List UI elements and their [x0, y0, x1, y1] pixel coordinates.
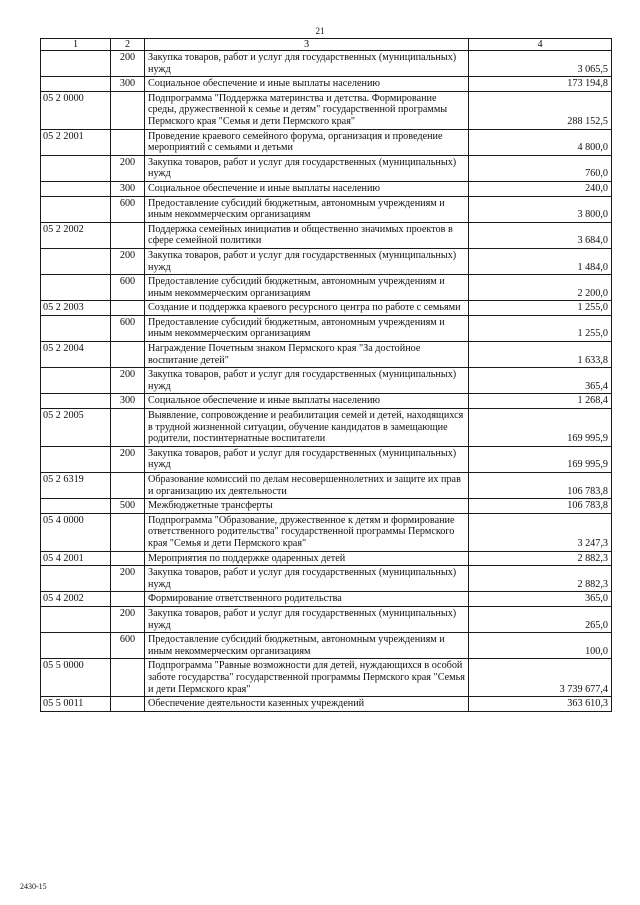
row-description: Создание и поддержка краевого ресурсного центра по работе с семьями — [145, 301, 469, 316]
table-row — [41, 181, 612, 196]
row-description: Закупка товаров, работ и услуг для государственных (муниципальных) нужд — [145, 51, 469, 77]
row-amount: 365,0 — [469, 592, 612, 607]
row-code — [41, 196, 111, 222]
row-expense-type: 300 — [111, 77, 145, 92]
row-expense-type — [111, 129, 145, 155]
table-row — [41, 394, 612, 409]
table-row — [41, 342, 612, 368]
row-description: Подпрограмма "Равные возможности для детей, нуждающихся в особой заботе государства" государственной программы Пермского края "Семья и дети Пермского края" — [145, 659, 469, 697]
row-amount: 100,0 — [469, 633, 612, 659]
row-expense-type — [111, 409, 145, 447]
row-amount: 3 800,0 — [469, 196, 612, 222]
row-code: 05 2 0000 — [41, 91, 111, 129]
row-description: Награждение Почетным знаком Пермского края "За достойное воспитание детей" — [145, 342, 469, 368]
row-description: Закупка товаров, работ и услуг для государственных (муниципальных) нужд — [145, 248, 469, 274]
row-expense-type: 200 — [111, 248, 145, 274]
row-amount: 1 255,0 — [469, 315, 612, 341]
row-code — [41, 181, 111, 196]
row-amount: 2 882,3 — [469, 551, 612, 566]
table-row — [41, 77, 612, 92]
row-code: 05 5 0011 — [41, 697, 111, 712]
table-row — [41, 248, 612, 274]
row-code: 05 2 2001 — [41, 129, 111, 155]
table-row — [41, 446, 612, 472]
row-amount: 363 610,3 — [469, 697, 612, 712]
row-amount: 3 739 677,4 — [469, 659, 612, 697]
row-description: Поддержка семейных инициатив и общественно значимых проектов в сфере семейной политики — [145, 222, 469, 248]
table-row — [41, 473, 612, 499]
row-amount: 4 800,0 — [469, 129, 612, 155]
row-expense-type — [111, 222, 145, 248]
row-amount: 3 247,3 — [469, 513, 612, 551]
row-expense-type: 300 — [111, 394, 145, 409]
row-expense-type: 600 — [111, 315, 145, 341]
column-header-2: 2 — [111, 39, 145, 51]
row-expense-type — [111, 513, 145, 551]
row-description: Подпрограмма "Поддержка материнства и детства. Формирование среды, дружественной к семье и детям" государственной программы Пермского края "Семья и дети Пермского края" — [145, 91, 469, 129]
column-header-3: 3 — [145, 39, 469, 51]
row-description: Выявление, сопровождение и реабилитация семей и детей, находящихся в трудной жизненной ситуации, обучение кандидатов в замещающие родители, постинтернатные воспитатели — [145, 409, 469, 447]
row-amount: 265,0 — [469, 606, 612, 632]
row-expense-type — [111, 659, 145, 697]
row-code: 05 2 2002 — [41, 222, 111, 248]
row-expense-type — [111, 592, 145, 607]
row-code — [41, 51, 111, 77]
row-description: Предоставление субсидий бюджетным, автономным учреждениям и иным некоммерческим организациям — [145, 275, 469, 301]
table-row — [41, 566, 612, 592]
row-expense-type: 200 — [111, 606, 145, 632]
row-description: Обеспечение деятельности казенных учреждений — [145, 697, 469, 712]
table-row — [41, 633, 612, 659]
table-row — [41, 551, 612, 566]
table-row — [41, 409, 612, 447]
column-header-4: 4 — [469, 39, 612, 51]
table-row — [41, 275, 612, 301]
row-amount: 240,0 — [469, 181, 612, 196]
row-amount: 106 783,8 — [469, 473, 612, 499]
row-expense-type — [111, 697, 145, 712]
row-amount: 169 995,9 — [469, 409, 612, 447]
row-expense-type — [111, 473, 145, 499]
table-header-row — [41, 39, 612, 51]
row-amount: 3 065,5 — [469, 51, 612, 77]
row-amount: 169 995,9 — [469, 446, 612, 472]
table-row — [41, 697, 612, 712]
table-row — [41, 315, 612, 341]
row-description: Предоставление субсидий бюджетным, автономным учреждениям и иным некоммерческим организациям — [145, 196, 469, 222]
row-expense-type — [111, 551, 145, 566]
row-description: Проведение краевого семейного форума, организация и проведение мероприятий с семьями и детьми — [145, 129, 469, 155]
row-expense-type — [111, 91, 145, 129]
row-code — [41, 566, 111, 592]
row-expense-type: 600 — [111, 633, 145, 659]
row-amount: 1 268,4 — [469, 394, 612, 409]
row-amount: 3 684,0 — [469, 222, 612, 248]
row-description: Социальное обеспечение и иные выплаты населению — [145, 394, 469, 409]
row-expense-type: 500 — [111, 499, 145, 514]
row-amount: 365,4 — [469, 368, 612, 394]
row-description: Социальное обеспечение и иные выплаты населению — [145, 181, 469, 196]
row-code — [41, 633, 111, 659]
row-code — [41, 446, 111, 472]
table-row — [41, 196, 612, 222]
row-amount: 288 152,5 — [469, 91, 612, 129]
table-row — [41, 592, 612, 607]
row-code — [41, 394, 111, 409]
row-code: 05 2 2004 — [41, 342, 111, 368]
row-code: 05 2 6319 — [41, 473, 111, 499]
table-row — [41, 222, 612, 248]
row-code: 05 4 0000 — [41, 513, 111, 551]
table-row — [41, 659, 612, 697]
table-row — [41, 129, 612, 155]
table-body — [41, 51, 612, 712]
row-description: Закупка товаров, работ и услуг для государственных (муниципальных) нужд — [145, 446, 469, 472]
table-row — [41, 606, 612, 632]
document-code: 2430-15 — [20, 882, 47, 891]
row-expense-type — [111, 342, 145, 368]
row-expense-type: 200 — [111, 51, 145, 77]
row-code — [41, 499, 111, 514]
row-code — [41, 275, 111, 301]
row-code — [41, 368, 111, 394]
row-description: Подпрограмма "Образование, дружественное к детям и формирование ответственного родительства" государственной программы Пермского края "Семья и дети Пермского края" — [145, 513, 469, 551]
row-code — [41, 606, 111, 632]
row-amount: 173 194,8 — [469, 77, 612, 92]
row-expense-type: 200 — [111, 368, 145, 394]
row-description: Мероприятия по поддержке одаренных детей — [145, 551, 469, 566]
table-row — [41, 368, 612, 394]
row-code — [41, 248, 111, 274]
row-amount: 1 633,8 — [469, 342, 612, 368]
row-description: Закупка товаров, работ и услуг для государственных (муниципальных) нужд — [145, 606, 469, 632]
row-description: Предоставление субсидий бюджетным, автономным учреждениям и иным некоммерческим организациям — [145, 315, 469, 341]
row-code: 05 4 2002 — [41, 592, 111, 607]
row-amount: 760,0 — [469, 155, 612, 181]
row-description: Закупка товаров, работ и услуг для государственных (муниципальных) нужд — [145, 155, 469, 181]
row-expense-type — [111, 301, 145, 316]
row-description: Межбюджетные трансферты — [145, 499, 469, 514]
table-row — [41, 91, 612, 129]
table-row — [41, 51, 612, 77]
table-row — [41, 301, 612, 316]
row-code: 05 4 2001 — [41, 551, 111, 566]
row-amount: 106 783,8 — [469, 499, 612, 514]
row-expense-type: 300 — [111, 181, 145, 196]
row-code: 05 2 2005 — [41, 409, 111, 447]
row-amount: 1 255,0 — [469, 301, 612, 316]
row-code — [41, 77, 111, 92]
column-header-1: 1 — [41, 39, 111, 51]
row-code — [41, 315, 111, 341]
row-code: 05 2 2003 — [41, 301, 111, 316]
row-description: Формирование ответственного родительства — [145, 592, 469, 607]
budget-table — [40, 38, 612, 712]
row-amount: 2 882,3 — [469, 566, 612, 592]
row-expense-type: 200 — [111, 446, 145, 472]
row-expense-type: 600 — [111, 275, 145, 301]
page-number: 21 — [315, 26, 325, 36]
row-amount: 1 484,0 — [469, 248, 612, 274]
table-row — [41, 155, 612, 181]
row-description: Закупка товаров, работ и услуг для государственных (муниципальных) нужд — [145, 566, 469, 592]
row-expense-type: 600 — [111, 196, 145, 222]
row-description: Предоставление субсидий бюджетным, автономным учреждениям и иным некоммерческим организациям — [145, 633, 469, 659]
row-code: 05 5 0000 — [41, 659, 111, 697]
table-row — [41, 499, 612, 514]
row-code — [41, 155, 111, 181]
row-expense-type: 200 — [111, 155, 145, 181]
row-description: Социальное обеспечение и иные выплаты населению — [145, 77, 469, 92]
row-description: Закупка товаров, работ и услуг для государственных (муниципальных) нужд — [145, 368, 469, 394]
row-description: Образование комиссий по делам несовершеннолетних и защите их прав и организацию их деятельности — [145, 473, 469, 499]
row-amount: 2 200,0 — [469, 275, 612, 301]
row-expense-type: 200 — [111, 566, 145, 592]
table-row — [41, 513, 612, 551]
